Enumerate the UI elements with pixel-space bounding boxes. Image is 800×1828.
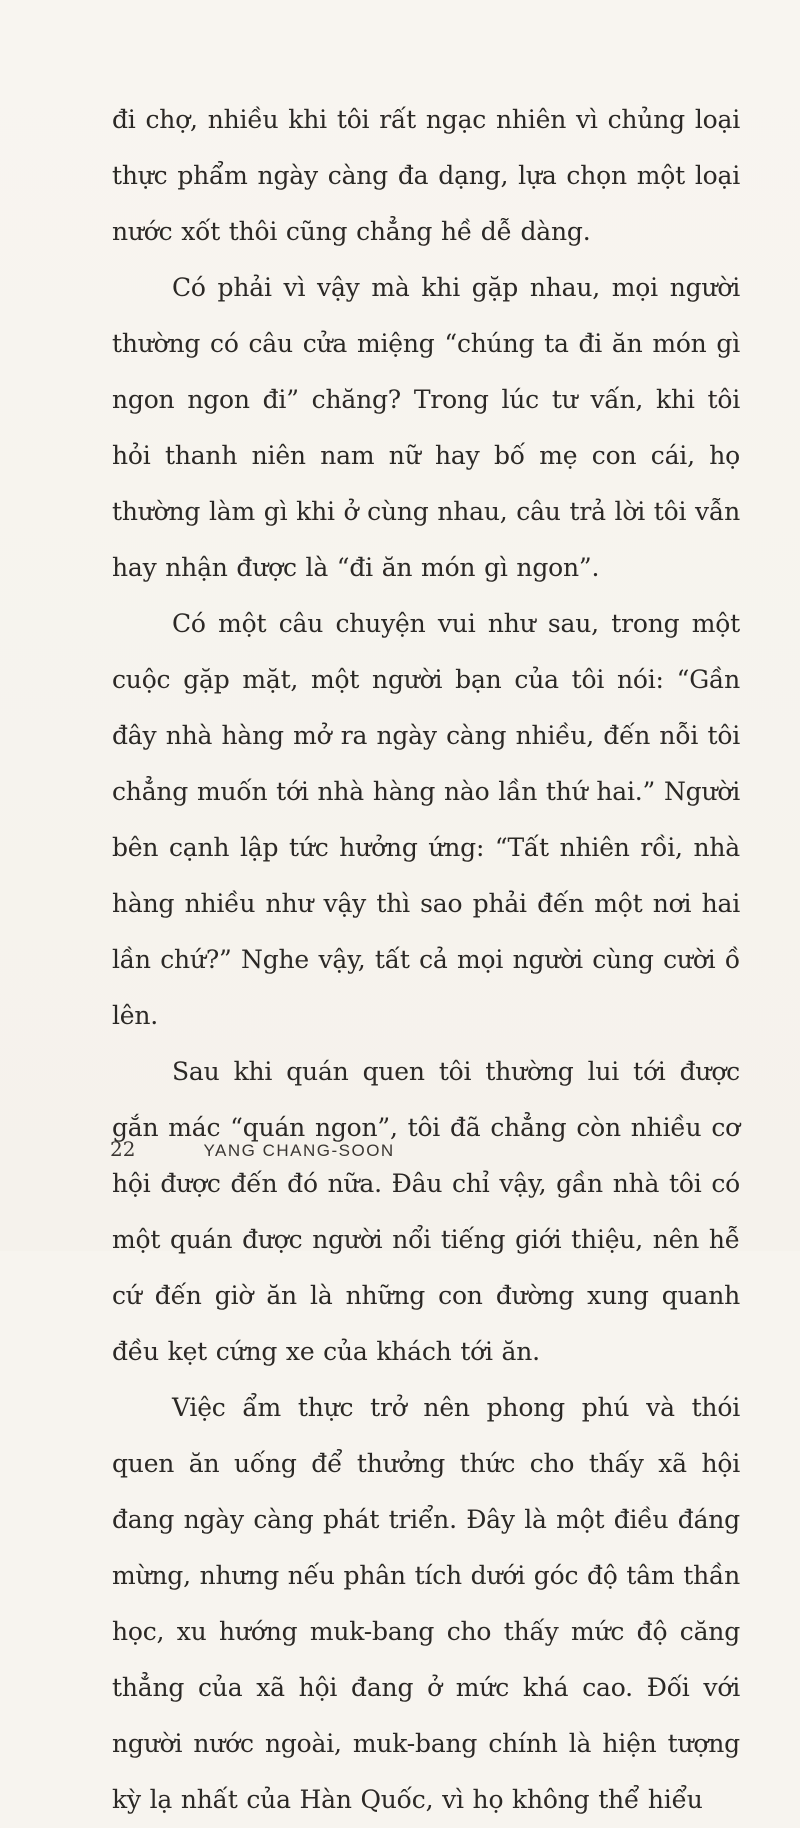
paragraph-2: Có phải vì vậy mà khi gặp nhau, mọi người thường có câu cửa miệng “chúng ta đi ăn món gì ngon ngon đi” chăng? Trong lúc tư vấn, khi tôi hỏi thanh niên nam nữ hay bố mẹ con cái, họ thường làm gì khi ở cùng nhau, câu trả lời tôi vẫn hay nhận được là “đi ăn món gì ngon”.	[112, 273, 740, 582]
page-number: 22	[110, 1137, 136, 1161]
body-text	[112, 92, 740, 1828]
running-author: YANG CHANG-SOON	[203, 1141, 395, 1160]
paragraph-4: Sau khi quán quen tôi thường lui tới được gắn mác “quán ngon”, tôi đã chẳng còn nhiều cơ hội được đến đó nữa. Đâu chỉ vậy, gần nhà tôi có một quán được người nổi tiếng giới thiệu, nên hễ cứ đến giờ ăn là những con đường xung quanh đều kẹt cứng xe của khách tới ăn.	[112, 1057, 740, 1366]
paragraph-5: Việc ẩm thực trở nên phong phú và thói quen ăn uống để thưởng thức cho thấy xã hội đang ngày càng phát triển. Đây là một điều đáng mừng, nhưng nếu phân tích dưới góc độ tâm thần học, xu hướng muk-bang cho thấy mức độ căng thẳng của xã hội đang ở mức khá cao. Đối với người nước ngoài, muk-bang chính là hiện tượng kỳ lạ nhất của Hàn Quốc, vì họ không thể hiểu	[112, 1393, 740, 1814]
page-footer	[110, 1137, 395, 1161]
paragraph-1: đi chợ, nhiều khi tôi rất ngạc nhiên vì chủng loại thực phẩm ngày càng đa dạng, lựa chọn một loại nước xốt thôi cũng chẳng hề dễ dàng.	[112, 105, 740, 246]
paragraph-3: Có một câu chuyện vui như sau, trong một cuộc gặp mặt, một người bạn của tôi nói: “Gần đây nhà hàng mở ra ngày càng nhiều, đến nỗi tôi chẳng muốn tới nhà hàng nào lần thứ hai.” Người bên cạnh lập tức hưởng ứng: “Tất nhiên rồi, nhà hàng nhiều như vậy thì sao phải đến một nơi hai lần chứ?” Nghe vậy, tất cả mọi người cùng cười ồ lên.	[112, 609, 740, 1030]
